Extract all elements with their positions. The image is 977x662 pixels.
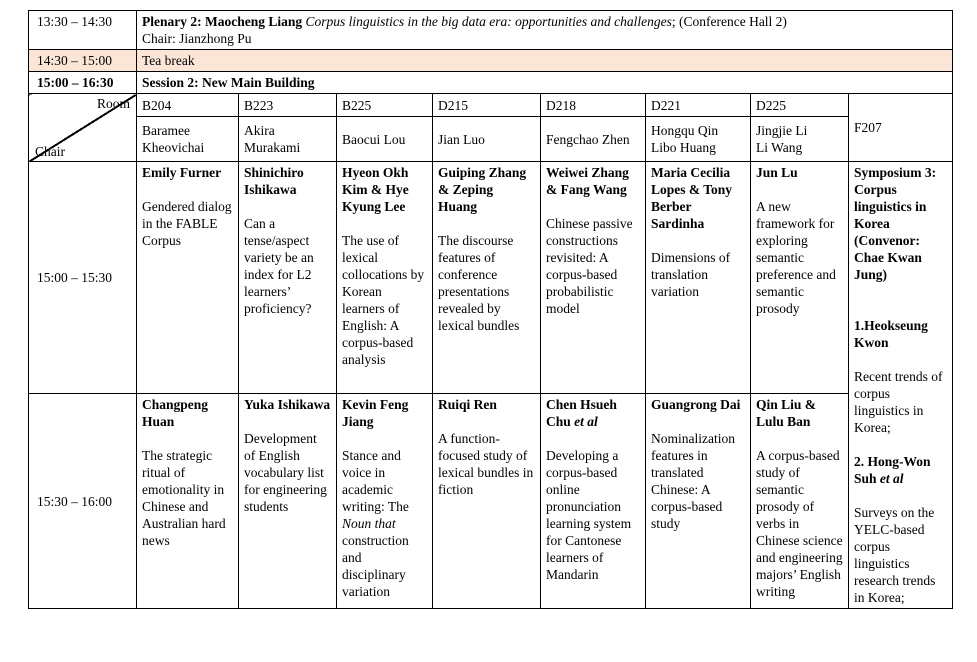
talk-cell-r2-b223: Yuka Ishikawa Development of English vocabulary list for engineering students: [239, 394, 337, 609]
plenary-time: 13:30 – 14:30: [29, 11, 137, 50]
room-header-d218: D218: [541, 94, 646, 117]
slot-time-1500: 15:00 – 15:30: [29, 162, 137, 394]
talk-cell-r1-d225: Jun Lu A new framework for exploring semantic preference and semantic prosody: [751, 162, 849, 394]
plenary-label: Plenary 2: Maocheng Liang: [142, 14, 306, 29]
room-header-b204: B204: [137, 94, 239, 117]
tea-break-cell: Tea break: [137, 50, 953, 72]
room-header-d215: D215: [433, 94, 541, 117]
chair-cell-b225: Baocui Lou: [337, 117, 433, 162]
room-header-d221: D221: [646, 94, 751, 117]
talk-cell-r2-d215: Ruiqi Ren A function-focused study of lexical bundles in fiction: [433, 394, 541, 609]
talk-cell-r2-b204: Changpeng Huan The strategic ritual of emotionality in Chinese and Australian hard news: [137, 394, 239, 609]
plenary-title: Corpus linguistics in the big data era: opportunities and challenges: [305, 14, 672, 29]
tea-break-row: [29, 50, 953, 72]
conference-schedule-table: [28, 10, 953, 609]
talk-cell-r1-b204: Emily Furner Gendered dialog in the FABLE Corpus: [137, 162, 239, 394]
plenary-row: [29, 11, 953, 50]
room-header-d225: D225: [751, 94, 849, 117]
talk-cell-r1-d215: Guiping Zhang & Zeping Huang The discourse features of conference presentations revealed by lexical bundles: [433, 162, 541, 394]
session-row-1500: [29, 162, 953, 394]
talk-cell-r2-d218: Chen Hsueh Chu et al Developing a corpus-based online pronunciation learning system for Cantonese learners of Mandarin: [541, 394, 646, 609]
symposium-cell-f207: Symposium 3: Corpus linguistics in Korea (Convenor: Chae Kwan Jung) 1.Heokseung Kwon Recent trends of corpus linguistics in Korea; 2. Hong-Won Suh et al Surveys on the YELC-based corpus linguistics research trends in Korea;: [849, 162, 953, 609]
plenary-chair-line: Chair: Jianzhong Pu: [142, 31, 252, 46]
talk-cell-r2-d225: Qin Liu & Lulu Ban A corpus-based study of semantic prosody of verbs in Chinese science and engineering majors’ English writing: [751, 394, 849, 609]
talk-cell-r1-b225: Hyeon Okh Kim & Hye Kyung Lee The use of lexical collocations by Korean learners of English: A corpus-based analysis: [337, 162, 433, 394]
session-title: Session 2: New Main Building: [137, 72, 953, 94]
session-header-row: [29, 72, 953, 94]
chair-cell-b204: Baramee Kheovichai: [137, 117, 239, 162]
chair-cell-b223: Akira Murakami: [239, 117, 337, 162]
chair-cell-d218: Fengchao Zhen: [541, 117, 646, 162]
plenary-suffix: ; (Conference Hall 2): [671, 14, 787, 29]
chair-cell-d215: Jian Luo: [433, 117, 541, 162]
room-chair-corner-cell: [29, 94, 137, 162]
slot-time-1530: 15:30 – 16:00: [29, 394, 137, 609]
talk-cell-r2-b225: Kevin Feng Jiang Stance and voice in academic writing: The Noun that construction and disciplinary variation: [337, 394, 433, 609]
plenary-cell: [137, 11, 953, 50]
room-header-b225: B225: [337, 94, 433, 117]
talk-cell-r1-b223: Shinichiro Ishikawa Can a tense/aspect variety be an index for L2 learners’ proficiency?: [239, 162, 337, 394]
talk-cell-r1-d221: Maria Cecilia Lopes & Tony Berber Sardinha Dimensions of translation variation: [646, 162, 751, 394]
corner-room-label: Room: [96, 96, 130, 111]
room-header-row: [29, 94, 953, 117]
chair-cell-d221: Hongqu Qin Libo Huang: [646, 117, 751, 162]
talk-cell-r1-d218: Weiwei Zhang & Fang Wang Chinese passive constructions revisited: A corpus-based probabilistic model: [541, 162, 646, 394]
session-row-1530: [29, 394, 953, 609]
room-header-f207: F207: [849, 94, 953, 162]
session-time: 15:00 – 16:30: [29, 72, 137, 94]
room-header-b223: B223: [239, 94, 337, 117]
talk-cell-r2-d221: Guangrong Dai Nominalization features in translated Chinese: A corpus-based study: [646, 394, 751, 609]
chair-row: [29, 117, 953, 162]
chair-cell-d225: Jingjie Li Li Wang: [751, 117, 849, 162]
plenary-line1: [142, 13, 947, 30]
corner-chair-label: Chair: [35, 144, 65, 159]
tea-break-time: 14:30 – 15:00: [29, 50, 137, 72]
